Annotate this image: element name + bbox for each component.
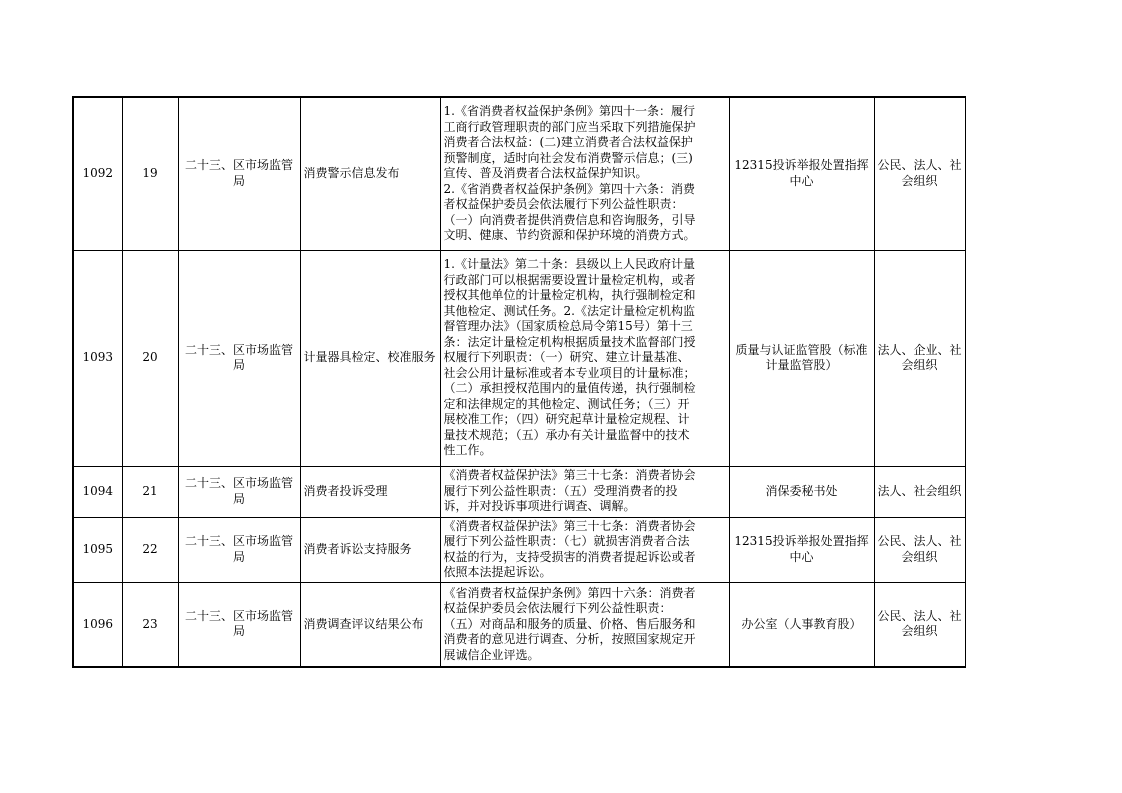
basis-line: 权益保护委员会依法履行下列公益性职责： — [443, 601, 672, 615]
basis-line: 权履行下列职责：（一）研究、建立计量基准、 — [443, 350, 690, 365]
row-unit: 消保委秘书处 — [729, 466, 874, 517]
basis-line: 消费者合法权益：(二)建立消费者合法权益保护 — [443, 135, 693, 149]
basis-line: 消费者的意见进行调查、分析，按照国家规定开 — [443, 632, 696, 646]
row-seq: 22 — [122, 517, 178, 582]
row-seq: 23 — [122, 582, 178, 667]
basis-line: 文明、健康、节约资源和保护环境的消费方式。 — [443, 228, 696, 242]
basis-line: 1.《省消费者权益保护条例》第四十一条：履行 — [443, 104, 695, 118]
basis-line: 1.《计量法》第二十条：县级以上人民政府计量 — [443, 257, 695, 272]
row-target-text: 法人、社会组织 — [877, 483, 962, 498]
row-target — [874, 466, 965, 517]
table-row — [73, 97, 965, 250]
row-item: 消费调查评议结果公布 — [300, 582, 440, 667]
basis-line: 量技术规范；（五）承办有关计量监督中的技术 — [443, 427, 690, 442]
basis-line: 《消费者权益保护法》第三十七条：消费者协会 — [443, 468, 696, 483]
row-seq: 21 — [122, 466, 178, 517]
row-unit: 12315投诉举报处置指挥中心 — [729, 517, 874, 582]
row-item: 消费者投诉受理 — [300, 466, 440, 517]
row-unit: 办公室（人事教育股） — [729, 582, 874, 667]
row-id: 1092 — [73, 97, 122, 250]
row-seq: 20 — [122, 250, 178, 466]
basis-line: 诉，并对投诉事项进行调查、调解。 — [443, 499, 636, 514]
basis-line: 督管理办法》（国家质检总局令第15号）第十三 — [443, 319, 693, 334]
row-basis — [440, 582, 729, 667]
basis-line: （一）向消费者提供消费信息和咨询服务，引导 — [443, 212, 696, 227]
table-row — [73, 466, 965, 517]
row-id: 1093 — [73, 250, 122, 466]
row-item: 计量器具检定、校准服务 — [300, 250, 440, 466]
row-target: 公民、法人、社会组织 — [874, 517, 965, 582]
table-row — [73, 517, 965, 582]
basis-line: 履行下列公益性职责：（五）受理消费者的投 — [443, 483, 678, 498]
basis-line: 行政部门可以根据需要设置计量检定机构，或者 — [443, 272, 696, 287]
row-target: 法人、企业、社会组织 — [874, 250, 965, 466]
row-item: 消费警示信息发布 — [300, 97, 440, 250]
row-basis — [440, 466, 729, 517]
basis-line: 《省消费者权益保护条例》第四十六条：消费者 — [443, 585, 696, 600]
row-seq: 19 — [122, 97, 178, 250]
row-target: 公民、法人、社会组织 — [874, 582, 965, 667]
row-dept: 二十三、区市场监管局 — [178, 582, 300, 667]
service-list-table — [72, 96, 966, 668]
row-basis — [440, 517, 729, 582]
basis-line: 预警制度，适时向社会发布消费警示信息；(三) — [443, 150, 693, 165]
basis-line: 权益的行为，支持受损害的消费者提起诉讼或者 — [443, 549, 696, 564]
row-unit: 12315投诉举报处置指挥中心 — [729, 97, 874, 250]
row-id: 1095 — [73, 517, 122, 582]
basis-line: （五）对商品和服务的质量、价格、售后服务和 — [443, 616, 696, 631]
basis-line: 性工作。 — [443, 443, 492, 458]
row-dept: 二十三、区市场监管局 — [178, 517, 300, 582]
row-dept: 二十三、区市场监管局 — [178, 250, 300, 466]
basis-line: 其他检定、测试任务。2.《法定计量检定机构监 — [443, 303, 695, 318]
basis-line: 履行下列公益性职责：（七）就损害消费者合法 — [443, 534, 690, 548]
basis-line: 定和法律规定的其他检定、测试任务；（三）开 — [443, 396, 690, 411]
basis-line: 依照本法提起诉讼。 — [443, 565, 552, 579]
basis-line: 授权其他单位的计量检定机构，执行强制检定和 — [443, 288, 696, 303]
row-basis — [440, 97, 729, 250]
row-unit: 质量与认证监管股（标准计量监管股） — [729, 250, 874, 466]
basis-line: 2.《省消费者权益保护条例》第四十六条：消费 — [443, 181, 695, 196]
row-dept: 二十三、区市场监管局 — [178, 466, 300, 517]
basis-line: 宣传、普及消费者合法权益保护知识。 — [443, 166, 648, 180]
row-id: 1094 — [73, 466, 122, 517]
basis-line: 者权益保护委员会依法履行下列公益性职责： — [443, 197, 684, 211]
row-basis — [440, 250, 729, 466]
basis-line: 展校准工作；（四）研究起草计量检定规程、计 — [443, 412, 690, 427]
basis-line: 社会公用计量标准或者本专业项目的计量标准； — [443, 365, 696, 380]
basis-line: 展诚信企业评选。 — [443, 647, 540, 662]
basis-line: （二）承担授权范围内的量值传递，执行强制检 — [443, 381, 696, 396]
row-item: 消费者诉讼支持服务 — [300, 517, 440, 582]
basis-line: 《消费者权益保护法》第三十七条：消费者协会 — [443, 518, 696, 533]
row-dept: 二十三、区市场监管局 — [178, 97, 300, 250]
row-id: 1096 — [73, 582, 122, 667]
table-row — [73, 582, 965, 667]
row-target: 公民、法人、社会组织 — [874, 97, 965, 250]
table-row — [73, 250, 965, 466]
basis-line: 工商行政管理职责的部门应当采取下列措施保护 — [443, 119, 696, 134]
basis-line: 条：法定计量检定机构根据质量技术监督部门授 — [443, 334, 696, 349]
